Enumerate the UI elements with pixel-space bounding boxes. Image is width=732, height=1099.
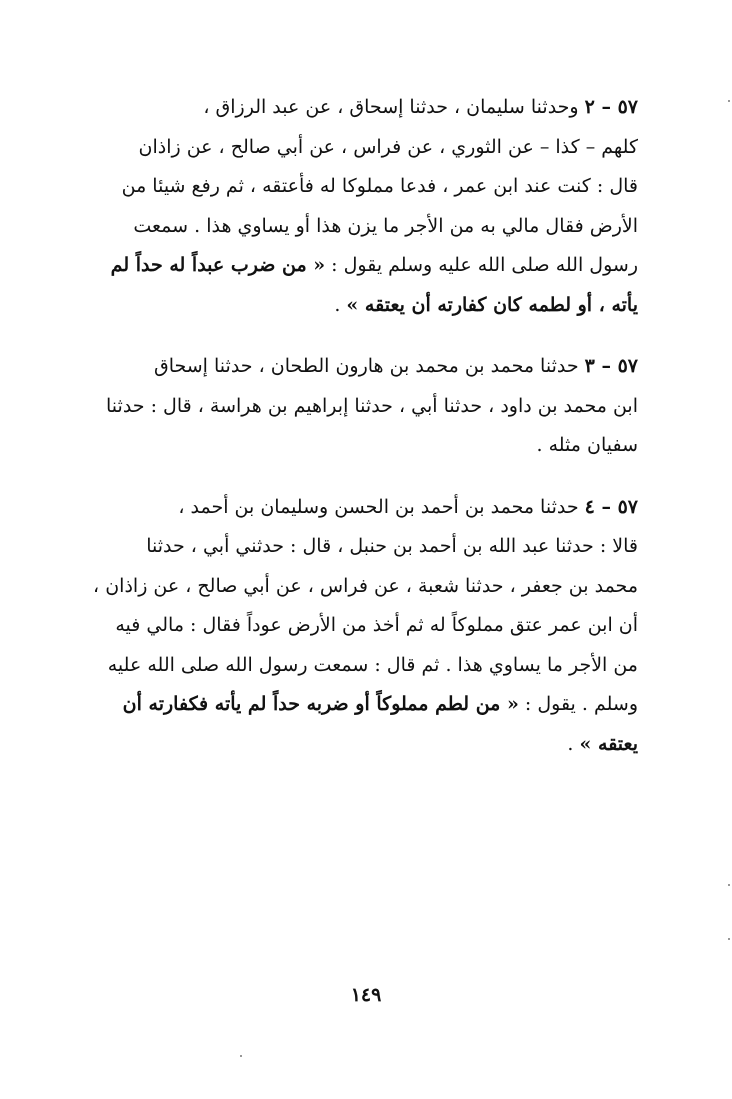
hadith-paragraph: [78, 88, 638, 325]
hadith-paragraph: [78, 347, 638, 466]
text-line: [78, 725, 638, 765]
bold-text: ٥٧ – ٢: [584, 96, 638, 118]
body-text: سفيان مثله .: [536, 434, 638, 456]
text-line: [78, 426, 638, 466]
text-line: [78, 207, 638, 247]
body-text: قالا : حدثنا عبد الله بن أحمد بن حنبل ، قال : حدثني أبي ، حدثنا: [146, 535, 638, 557]
bold-text: « من ضرب عبداً له حداً لم: [110, 254, 326, 276]
body-text: وحدثنا سليمان ، حدثنا إسحاق ، عن عبد الرزاق ،: [203, 96, 585, 118]
text-line: [78, 646, 638, 686]
text-line: [78, 685, 638, 725]
scan-speck: [728, 100, 730, 102]
page-body: [78, 88, 638, 786]
text-line: [78, 527, 638, 567]
bold-text: « من لطم مملوكاً أو ضربه حداً لم يأته فكفارته أن: [122, 693, 519, 715]
bold-text: يأته ، أو لطمه كان كفارته أن يعتقه »: [346, 293, 638, 316]
body-text: كلهم – كذا – عن الثوري ، عن فراس ، عن أبي صالح ، عن زاذان: [138, 135, 638, 158]
body-text: حدثنا محمد بن أحمد بن الحسن وسليمان بن أحمد ،: [178, 495, 585, 518]
body-text: .: [567, 732, 580, 755]
page-number: ١٤٩: [350, 984, 382, 1006]
bold-text: يعتقه »: [579, 732, 638, 755]
text-line: [78, 567, 638, 607]
bold-text: ٥٧ – ٣: [584, 355, 638, 377]
text-line: [78, 488, 638, 528]
body-text: أن ابن عمر عتق مملوكاً له ثم أخذ من الأرض عوداً فقال : مالي فيه: [115, 614, 638, 636]
text-line: [78, 88, 638, 128]
text-line: [78, 167, 638, 207]
body-text: قال : كنت عند ابن عمر ، فدعا مملوكا له فأعتقه ، ثم رفع شيئا من: [121, 175, 638, 197]
body-text: الأرض فقال مالي به من الأجر ما يزن هذا أو يساوي هذا . سمعت: [133, 214, 638, 237]
scan-speck: [728, 938, 730, 940]
text-line: [78, 387, 638, 427]
text-line: [78, 128, 638, 168]
text-line: [78, 246, 638, 286]
hadith-paragraph: [78, 488, 638, 765]
body-text: حدثنا محمد بن محمد بن هارون الطحان ، حدثنا إسحاق: [153, 355, 585, 377]
bold-text: ٥٧ – ٤: [584, 495, 638, 518]
body-text: وسلم . يقول :: [518, 693, 638, 715]
body-text: رسول الله صلى الله عليه وسلم يقول :: [325, 254, 638, 276]
text-line: [78, 606, 638, 646]
scan-speck: [240, 1055, 242, 1057]
text-line: [78, 286, 638, 326]
body-text: ابن محمد بن داود ، حدثنا أبي ، حدثنا إبراهيم بن هراسة ، قال : حدثنا: [106, 394, 638, 417]
text-line: [78, 347, 638, 387]
body-text: .: [334, 293, 347, 316]
body-text: من الأجر ما يساوي هذا . ثم قال : سمعت رسول الله صلى الله عليه: [107, 653, 638, 676]
scan-speck: [728, 884, 730, 886]
body-text: محمد بن جعفر ، حدثنا شعبة ، عن فراس ، عن أبي صالح ، عن زاذان ،: [93, 574, 638, 597]
